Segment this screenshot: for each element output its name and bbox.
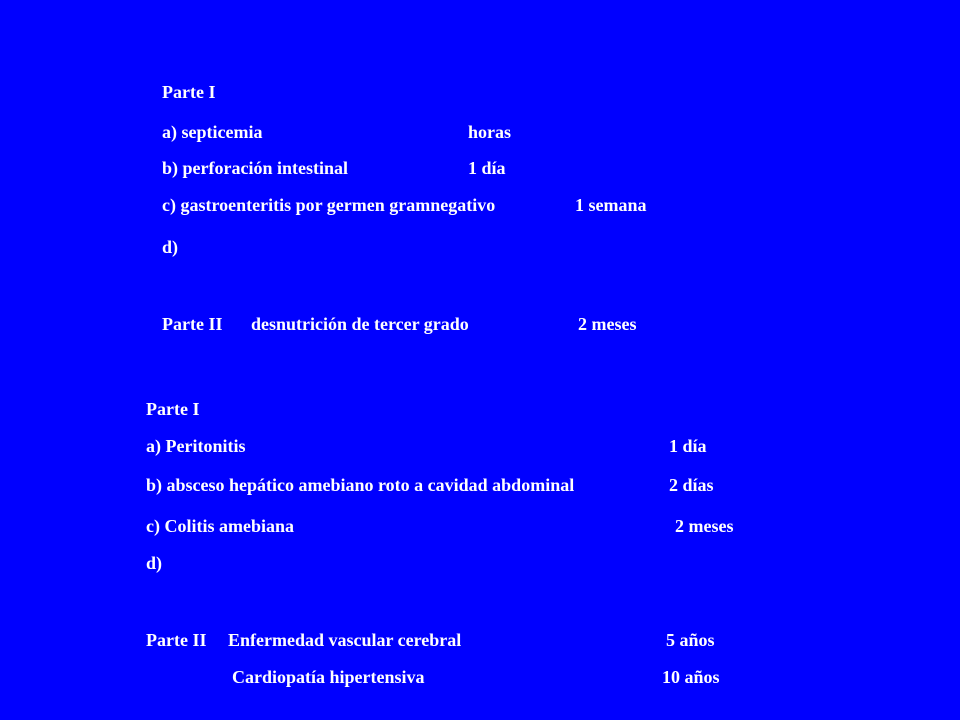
block2-cause-b: b) absceso hepático amebiano roto a cavidad abdominal — [146, 475, 575, 495]
block2-parte-ii-time-2: 10 años — [662, 667, 720, 687]
block2-time-c: 2 meses — [675, 516, 734, 536]
block1-parte-ii-cause: desnutrición de tercer grado — [251, 314, 469, 334]
block2-time-a: 1 día — [669, 436, 707, 456]
block2-time-b: 2 días — [669, 475, 714, 495]
block2-parte-i-heading: Parte I — [146, 399, 200, 419]
block2-parte-ii-cause-1: Enfermedad vascular cerebral — [228, 630, 462, 650]
block2-parte-ii-cause-2: Cardiopatía hipertensiva — [232, 667, 425, 687]
block1-parte-i-heading: Parte I — [162, 82, 216, 102]
block1-cause-a: a) septicemia — [162, 122, 263, 142]
block1-time-b: 1 día — [468, 158, 506, 178]
block2-cause-c: c) Colitis amebiana — [146, 516, 294, 536]
block1-cause-d: d) — [162, 237, 179, 257]
block1-time-a: horas — [468, 122, 512, 142]
block1-cause-b: b) perforación intestinal — [162, 158, 348, 178]
block2-cause-d: d) — [146, 553, 163, 573]
block1-parte-ii-heading: Parte II — [162, 314, 223, 334]
block2-parte-ii-time-1: 5 años — [666, 630, 715, 650]
block1-cause-c: c) gastroenteritis por germen gramnegativo — [162, 195, 496, 215]
block2-parte-ii-heading: Parte II — [146, 630, 207, 650]
block1-time-c: 1 semana — [575, 195, 647, 215]
block2-cause-a: a) Peritonitis — [146, 436, 246, 456]
block1-parte-ii-time: 2 meses — [578, 314, 637, 334]
